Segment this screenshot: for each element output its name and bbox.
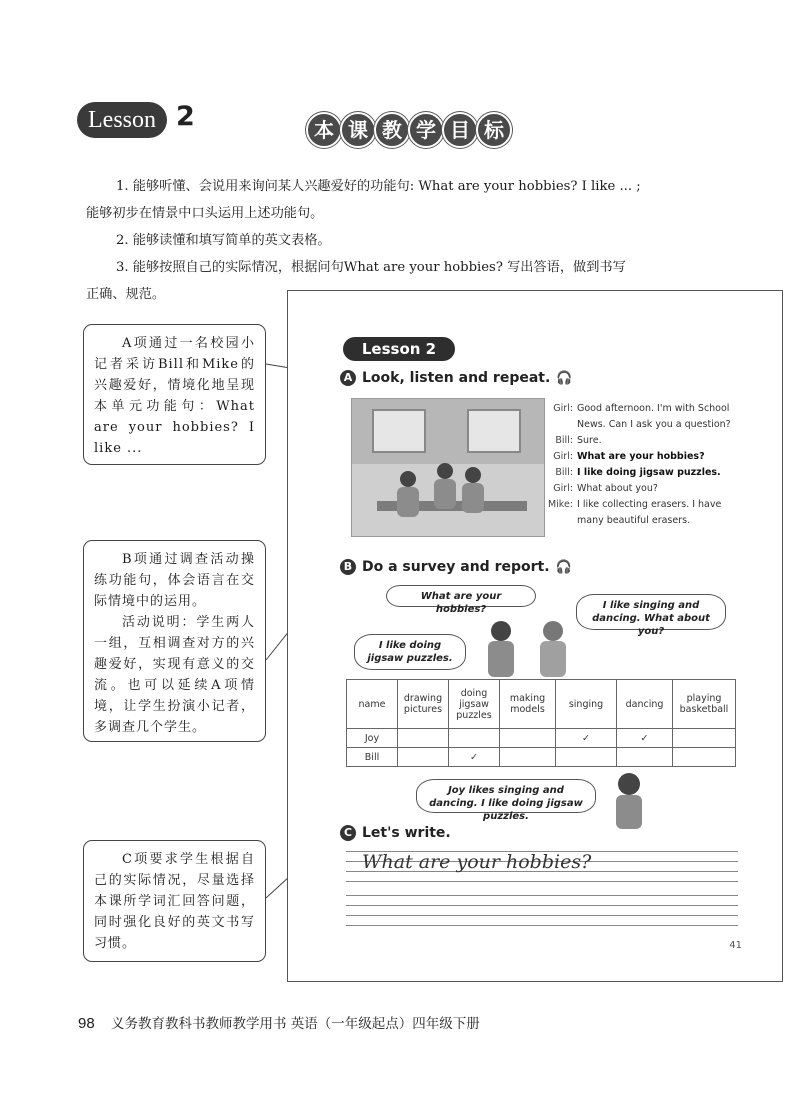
kid-head — [400, 471, 416, 487]
footer-title: 义务教育教科书教师教学用书 英语（一年级起点）四年级下册 — [110, 1016, 480, 1032]
girl-head — [543, 621, 563, 641]
dialog-line — [545, 497, 745, 529]
speaker: Mike: — [547, 499, 573, 510]
goal-2: 2. 能够读懂和填写简单的英文表格。 — [116, 233, 331, 248]
goals-title-char: 本 — [306, 112, 342, 148]
table-header: playing basketball — [673, 680, 736, 729]
dialog-line — [545, 465, 745, 481]
goals-title-char: 目 — [442, 112, 478, 148]
line-text: What are your hobbies? — [577, 451, 705, 462]
dialog-line — [545, 449, 745, 465]
bubble-report: Joy likes singing and dancing. I like doing jigsaw puzzles. — [416, 779, 596, 813]
goals-title-char: 课 — [340, 112, 376, 148]
textbook-page-number: 41 — [729, 940, 742, 951]
dialog-line — [545, 481, 745, 497]
line-text: Good afternoon. I'm with School News. Can I ask you a question? — [577, 403, 731, 430]
section-c-heading — [340, 825, 451, 841]
goals-title-char: 标 — [476, 112, 512, 148]
lesson-label: Lesson — [77, 102, 167, 138]
writing-line — [346, 905, 738, 906]
speaker: Girl: — [553, 451, 573, 462]
table-cell — [617, 748, 673, 767]
kid-body — [397, 487, 419, 517]
table-cell: ✓ — [556, 729, 617, 748]
bubble-boy: I like doing jigsaw puzzles. — [354, 634, 466, 670]
headphone-icon: 🎧 — [555, 559, 572, 575]
table-header: drawing pictures — [398, 680, 449, 729]
section-c-title: Let's write. — [362, 825, 451, 841]
table-header: making models — [500, 680, 556, 729]
table-cell — [673, 748, 736, 767]
table-row — [347, 729, 736, 748]
table-cell — [500, 748, 556, 767]
table-header: singing — [556, 680, 617, 729]
line-text: I like doing jigsaw puzzles. — [577, 467, 721, 478]
dialog-line — [545, 401, 745, 433]
kid-body — [434, 479, 456, 509]
section-a-title: Look, listen and repeat. — [362, 370, 551, 386]
section-c-letter: C — [340, 825, 356, 841]
goals-title-char: 教 — [374, 112, 410, 148]
line-text: I like collecting erasers. I have many beautiful erasers. — [577, 499, 722, 526]
section-b-letter: B — [340, 559, 356, 575]
goal-3-line-1: 3. 能够按照自己的实际情况，根据问句What are your hobbies? 写出答语，做到书写 — [116, 260, 626, 275]
table-cell — [449, 729, 500, 748]
line-text: Sure. — [577, 435, 602, 446]
scene-illustration — [351, 398, 545, 537]
goal-1-line-1: 1. 能够听懂、会说用来询问某人兴趣爱好的功能句: What are your hobbies? I like ... ; — [116, 179, 641, 194]
handwriting-sample: What are your hobbies? — [362, 851, 592, 873]
speaker: Bill: — [555, 435, 573, 446]
goal-3-line-2: 正确、规范。 — [86, 287, 166, 302]
bubble-girl: I like singing and dancing. What about you? — [576, 594, 726, 630]
speaker: Bill: — [555, 467, 573, 478]
writing-line — [346, 895, 738, 896]
table-header: doing jigsaw puzzles — [449, 680, 500, 729]
speaker: Girl: — [553, 483, 573, 494]
survey-table — [346, 679, 736, 767]
table-cell: ✓ — [617, 729, 673, 748]
table-cell — [556, 748, 617, 767]
table-cell — [398, 748, 449, 767]
table-cell — [398, 729, 449, 748]
reporter-body — [616, 795, 642, 829]
table-cell: ✓ — [449, 748, 500, 767]
note-c-text: C项要求学生根据自己的实际情况，尽量选择本课所学词汇回答问题，同时强化良好的英文书写习惯。 — [94, 852, 255, 951]
page-footer — [78, 1012, 480, 1032]
section-b-heading — [340, 559, 572, 575]
section-a-letter: A — [340, 370, 356, 386]
writing-line — [346, 881, 738, 882]
table-cell — [500, 729, 556, 748]
note-b-text-2: 活动说明：学生两人一组，互相调查对方的兴趣爱好，实现有意义的交流。也可以延续A项情境，让学生扮演小记者，多调查几个学生。 — [94, 615, 255, 735]
writing-line — [346, 915, 738, 916]
kid-body — [462, 483, 484, 513]
scene-window — [467, 409, 521, 453]
girl-body — [540, 641, 566, 677]
boy-head — [491, 621, 511, 641]
lesson-number: 2 — [176, 101, 195, 132]
table-header: dancing — [617, 680, 673, 729]
table-cell: Bill — [347, 748, 398, 767]
table-cell: Joy — [347, 729, 398, 748]
speaker: Girl: — [553, 403, 573, 414]
reporter-head — [618, 773, 640, 795]
kid-head — [437, 463, 453, 479]
dialog-line — [545, 433, 745, 449]
scene-window — [372, 409, 426, 453]
note-a-text: A项通过一名校园小记者采访Bill和Mike的兴趣爱好，情境化地呈现本单元功能句：What are your hobbies? I like ... — [94, 336, 255, 456]
goal-1-line-2: 能够初步在情景中口头运用上述功能句。 — [86, 206, 324, 221]
table-row — [347, 748, 736, 767]
writing-line — [346, 925, 738, 926]
footer-page-number: 98 — [78, 1015, 95, 1032]
table-header: name — [347, 680, 398, 729]
section-a-heading — [340, 370, 573, 386]
note-a — [83, 324, 266, 465]
textbook-page — [287, 290, 783, 982]
textbook-lesson-label: Lesson 2 — [343, 337, 455, 361]
kid-head — [465, 467, 481, 483]
note-b — [83, 540, 266, 742]
note-b-text-1: B项通过调查活动操练功能句，体会语言在交际情境中的运用。 — [94, 552, 255, 609]
table-cell — [673, 729, 736, 748]
bubble-question: What are your hobbies? — [386, 585, 536, 607]
dialog — [545, 401, 745, 529]
boy-body — [488, 641, 514, 677]
headphone-icon: 🎧 — [556, 370, 573, 386]
line-text: What about you? — [577, 483, 658, 494]
table-header-row — [347, 680, 736, 729]
goals-title-char: 学 — [408, 112, 444, 148]
note-c — [83, 840, 266, 962]
section-b-title: Do a survey and report. — [362, 559, 550, 575]
